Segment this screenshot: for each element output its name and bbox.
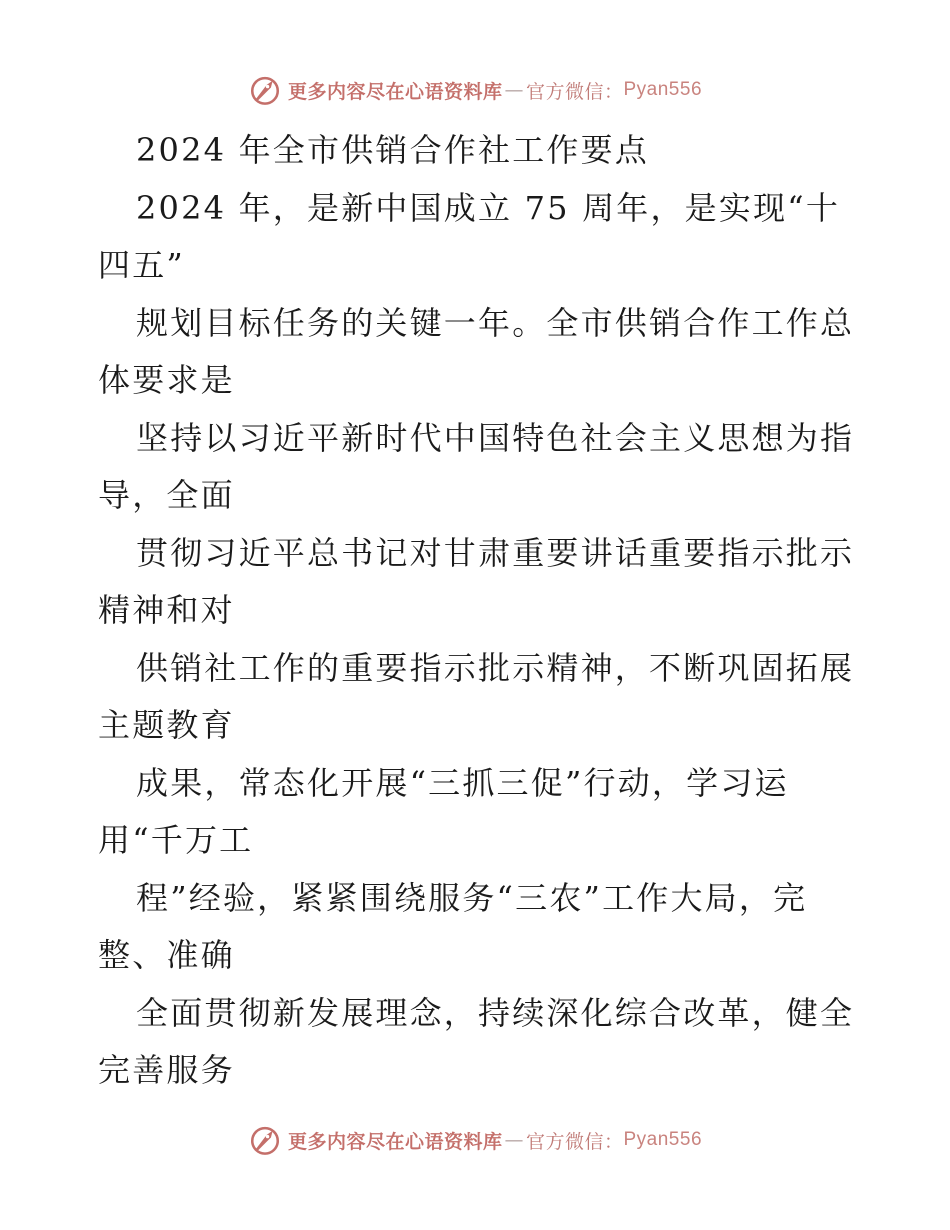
doc-line: 2024 年，是新中国成立 75 周年，是实现“十	[136, 188, 841, 227]
watermark-wechat-label: 官方微信：	[525, 1130, 624, 1153]
doc-line: 完善服务	[98, 1051, 235, 1089]
watermark-brand: 更多内容尽在心语资料库	[287, 80, 503, 103]
watermark-wechat-id: Pyan556	[623, 1129, 703, 1150]
doc-line: 程”经验，紧紧围绕服务“三农”工作大局，完	[136, 878, 808, 917]
doc-line: 用“千万工	[98, 821, 254, 859]
doc-line: 精神和对	[98, 591, 235, 629]
doc-line: 成果，常态化开展“三抓三促”行动，学习运	[136, 763, 789, 802]
doc-line: 整、准确	[98, 936, 235, 974]
pen-nib-logo-icon	[248, 1123, 282, 1157]
doc-line: 坚持以习近平新时代中国特色社会主义思想为指	[136, 418, 855, 457]
doc-line: 2024 年全市供销合作社工作要点	[136, 131, 650, 169]
header-watermark	[0, 72, 950, 108]
watermark-brand: 更多内容尽在心语资料库	[287, 1130, 503, 1153]
watermark-wechat-id: Pyan556	[623, 79, 703, 100]
doc-line: 四五”	[98, 246, 185, 284]
footer-watermark	[0, 1122, 950, 1158]
doc-line: 规划目标任务的关键一年。全市供销合作工作总	[136, 303, 855, 342]
doc-line: 供销社工作的重要指示批示精神，不断巩固拓展	[136, 648, 855, 687]
doc-line: 全面贯彻新发展理念，持续深化综合改革，健全	[136, 993, 855, 1032]
watermark-separator: —	[504, 1129, 524, 1151]
doc-line: 贯彻习近平总书记对甘肃重要讲话重要指示批示	[136, 533, 855, 572]
doc-line: 体要求是	[98, 361, 235, 399]
pen-nib-logo-icon	[248, 73, 282, 107]
watermark-separator: —	[504, 79, 524, 101]
doc-line: 主题教育	[98, 706, 235, 744]
watermark-wechat-label: 官方微信：	[525, 80, 624, 103]
document-body	[98, 122, 858, 1100]
doc-line: 导，全面	[98, 476, 235, 514]
